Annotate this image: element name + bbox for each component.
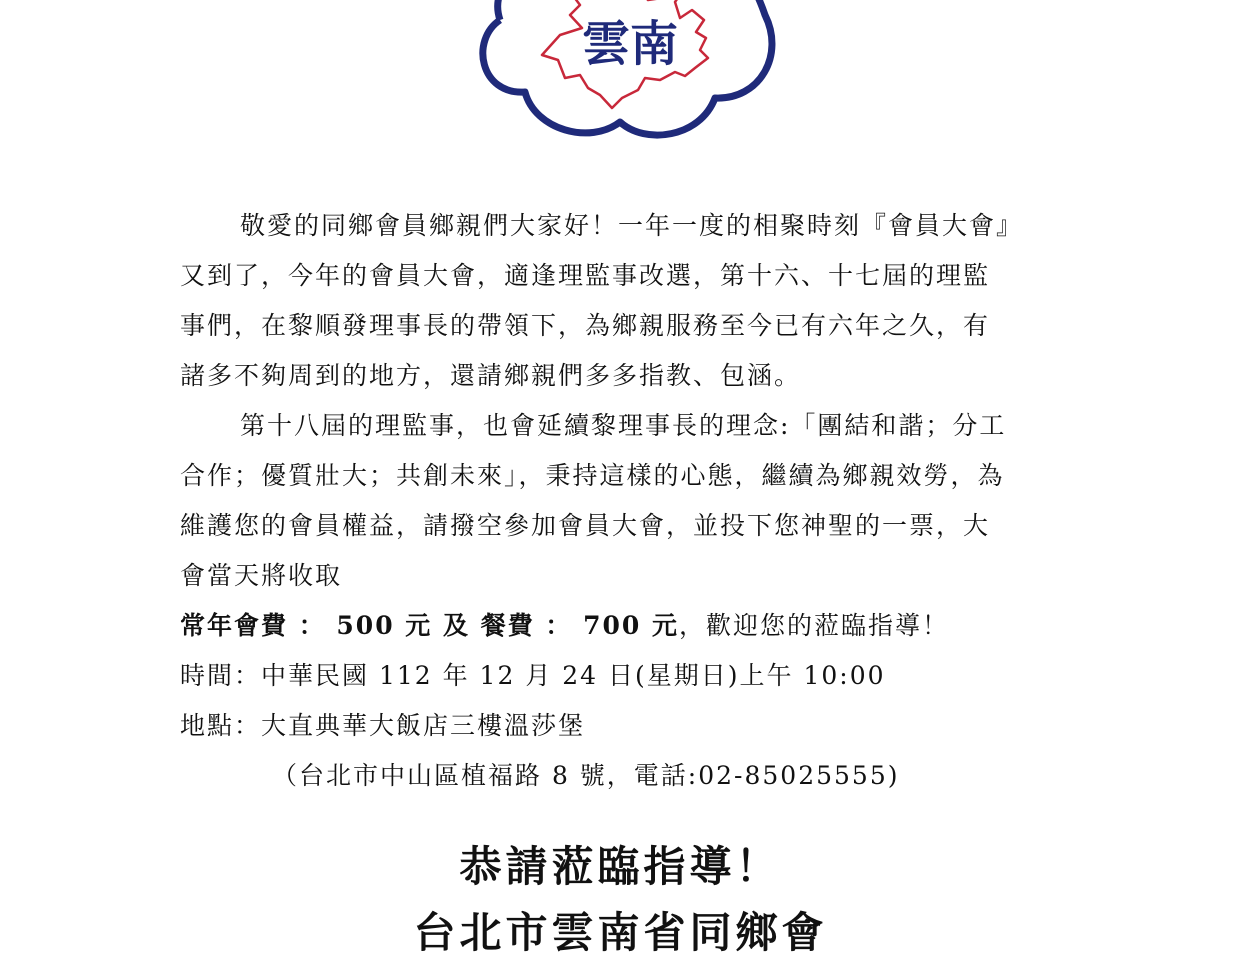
paragraph-1-line-2: 又到了，今年的會員大會，適逢理監事改選，第十六、十七屆的理監	[180, 261, 991, 290]
association-logo	[470, 0, 790, 145]
annual-fee: 常年會費 ： 500 元	[180, 611, 433, 640]
plum-blossom-emblem-icon	[470, 0, 790, 145]
paragraph-2-line-4: 會當天將收取	[180, 561, 343, 590]
letter-body	[180, 201, 1080, 801]
paragraph-2-line-2: 合作；優質壯大；共創未來」，秉持這樣的心態，繼續為鄉親效勞，為	[180, 461, 1005, 490]
event-address: （台北市中山區植福路 8 號，電話:02-85025555)	[272, 761, 900, 790]
event-time: 時間：中華民國 112 年 12 月 24 日(星期日)上午 10:00	[180, 661, 886, 690]
fee-line	[180, 601, 1080, 651]
logo-text: 雲南	[581, 16, 679, 72]
paragraph-1-line-3: 事們，在黎順發理事長的帶領下，為鄉親服務至今已有六年之久，有	[180, 311, 991, 340]
fee-welcome: ，歡迎您的蒞臨指導！	[679, 611, 950, 640]
event-location: 地點：大直典華大飯店三樓溫莎堡	[180, 711, 586, 740]
association-name: 台北市雲南省同鄉會	[413, 908, 828, 957]
meal-fee: 餐費 ： 700 元	[480, 611, 680, 640]
paragraph-2-line-3: 維護您的會員權益，請撥空參加會員大會，並投下您神聖的一票，大	[180, 511, 991, 540]
paragraph-2-line-1: 第十八屆的理監事，也會延續黎理事長的理念:「團結和諧；分工	[240, 411, 1007, 440]
paragraph-1-line-1: 敬愛的同鄉會員鄉親們大家好！一年一度的相聚時刻『會員大會』	[240, 211, 1024, 240]
fee-joiner: 及	[432, 611, 481, 640]
closing-invitation: 恭請蒞臨指導！	[459, 842, 782, 891]
paragraph-1-line-4: 諸多不夠周到的地方，還請鄉親們多多指教、包涵。	[180, 361, 802, 390]
